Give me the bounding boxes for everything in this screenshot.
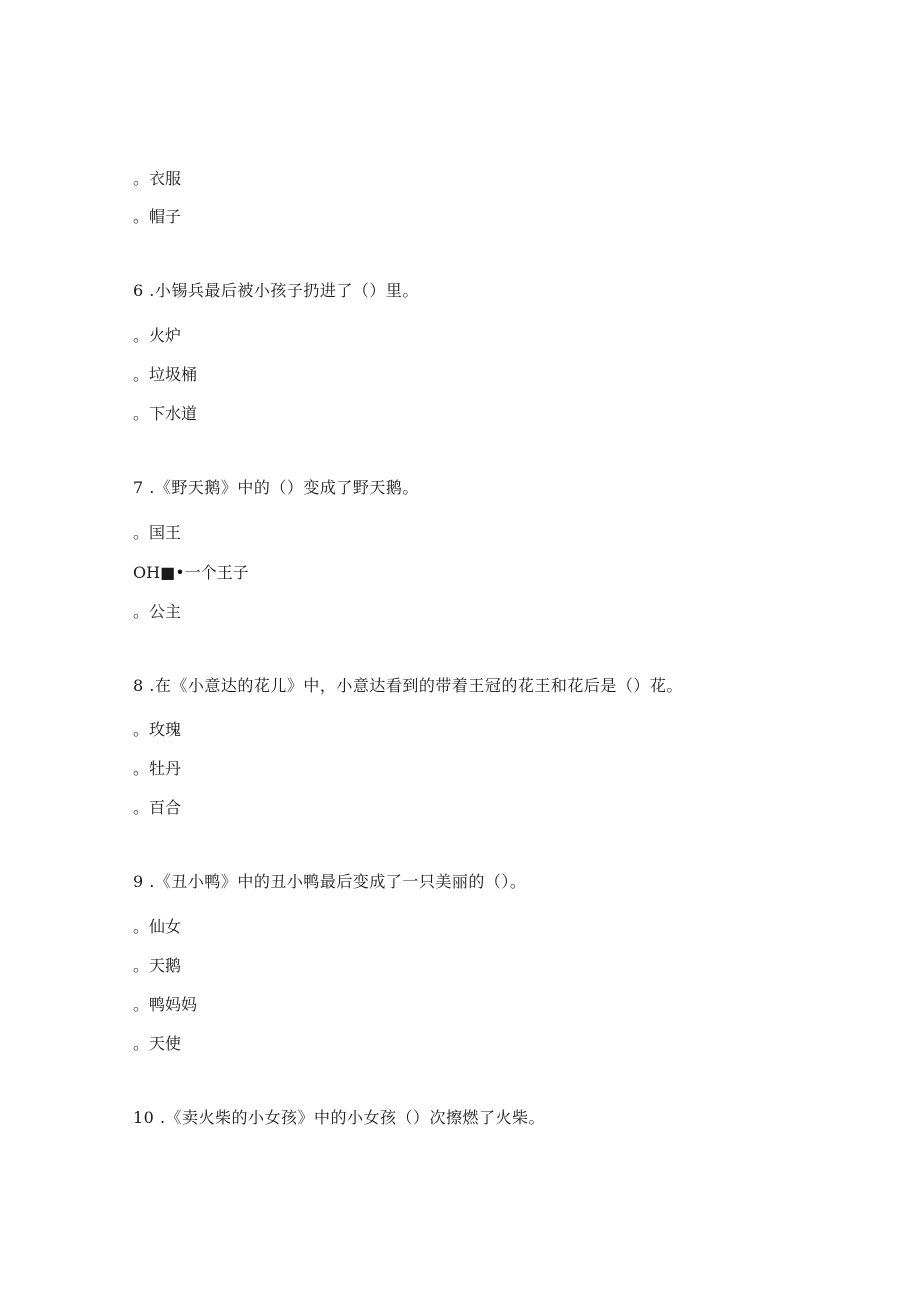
q9-option-b: 。天鹅 xyxy=(133,956,182,975)
q9-option-a: 。仙女 xyxy=(133,917,182,936)
q6-option-b: 。垃圾桶 xyxy=(133,365,198,384)
q6-option-c: 。下水道 xyxy=(133,404,198,423)
question-7: 7 .《野天鹅》中的（）变成了野天鹅。 xyxy=(133,478,419,497)
q6-option-a: 。火炉 xyxy=(133,326,182,345)
question-10: 10 .《卖火柴的小女孩》中的小女孩（）次擦燃了火柴。 xyxy=(133,1108,546,1127)
option-clothes: 。衣服 xyxy=(133,169,182,188)
question-9: 9 .《丑小鸭》中的丑小鸭最后变成了一只美丽的（）。 xyxy=(133,872,527,891)
question-6: 6 .小锡兵最后被小孩子扔进了（）里。 xyxy=(133,281,419,300)
q9-option-c: 。鸭妈妈 xyxy=(133,995,198,1014)
q8-option-b: 。牡丹 xyxy=(133,759,182,778)
q9-option-d: 。天使 xyxy=(133,1034,182,1053)
q7-option-c: 。公主 xyxy=(133,602,182,621)
q8-option-a: 。玫瑰 xyxy=(133,720,182,739)
q8-option-c: 。百合 xyxy=(133,798,182,817)
q7-option-a: 。国王 xyxy=(133,523,182,542)
question-8: 8 .在《小意达的花儿》中，小意达看到的带着王冠的花王和花后是（）花。 xyxy=(133,676,683,695)
q7-option-b: OH■•一个王子 xyxy=(133,563,249,582)
option-hat: 。帽子 xyxy=(133,207,182,226)
